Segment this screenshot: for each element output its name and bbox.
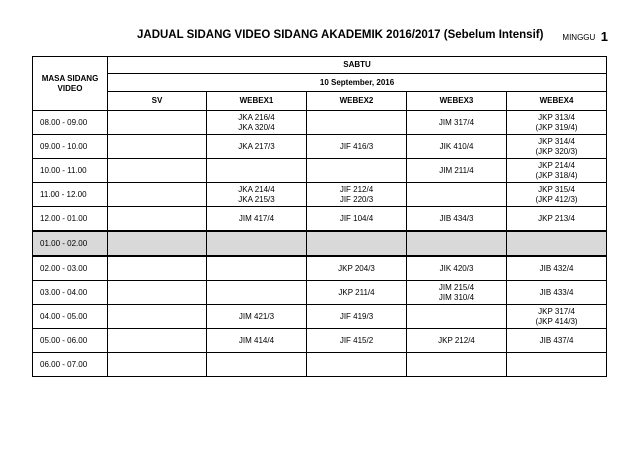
course-code: JIF 419/3 (339, 311, 374, 321)
cell-webex2 (307, 281, 407, 305)
cell-webex3 (407, 159, 507, 183)
course-code: JIM 421/3 (238, 311, 275, 321)
time-slot: 05.00 - 06.00 (33, 329, 108, 353)
cell-sv (108, 353, 207, 377)
course-code: JIB 433/4 (539, 287, 574, 297)
cell-webex3 (407, 256, 507, 281)
day-header: SABTU (108, 57, 607, 74)
cell-webex4 (507, 111, 607, 135)
table-row (33, 256, 607, 281)
course-code: JIF 415/2 (339, 335, 374, 345)
cell-webex4 (507, 231, 607, 256)
cell-sv (108, 281, 207, 305)
schedule-table (32, 56, 607, 377)
course-code: JIM 215/4 (438, 282, 475, 292)
cell-webex3 (407, 111, 507, 135)
course-code: JIB 432/4 (539, 263, 574, 273)
cell-sv (108, 135, 207, 159)
cell-webex4 (507, 183, 607, 207)
time-slot: 12.00 - 01.00 (33, 207, 108, 232)
cell-webex3 (407, 231, 507, 256)
course-code: JKA 216/4 (238, 112, 275, 122)
course-code: JKA 320/4 (238, 122, 275, 132)
course-code: JKP 314/4 (538, 136, 575, 146)
time-slot: 02.00 - 03.00 (33, 256, 108, 281)
table-row (33, 159, 607, 183)
course-code: JKP 317/4 (538, 306, 575, 316)
course-code: JKP 212/4 (438, 335, 475, 345)
week-number: 1 (600, 29, 608, 44)
page-title: JADUAL SIDANG VIDEO SIDANG AKADEMIK 2016/2017 (Sebelum Intensif) (137, 29, 544, 41)
time-slot: 01.00 - 02.00 (33, 231, 108, 256)
cell-webex2 (307, 111, 407, 135)
course-code: JIM 414/4 (238, 335, 275, 345)
cell-webex4 (507, 256, 607, 281)
table-row (33, 183, 607, 207)
corner-header: MASA SIDANG VIDEO (33, 57, 108, 111)
course-code: JKP 214/4 (538, 160, 575, 170)
cell-sv (108, 183, 207, 207)
column-header-webex2: WEBEX2 (307, 92, 407, 111)
cell-sv (108, 305, 207, 329)
cell-webex2 (307, 353, 407, 377)
cell-webex2 (307, 183, 407, 207)
table-row (33, 281, 607, 305)
course-code: JKP 204/3 (338, 263, 375, 273)
cell-webex3 (407, 207, 507, 232)
cell-sv (108, 329, 207, 353)
cell-webex2 (307, 135, 407, 159)
time-slot: 03.00 - 04.00 (33, 281, 108, 305)
cell-webex3 (407, 353, 507, 377)
table-row (33, 305, 607, 329)
cell-sv (108, 256, 207, 281)
cell-webex3 (407, 135, 507, 159)
cell-webex3 (407, 305, 507, 329)
cell-webex3 (407, 329, 507, 353)
course-code: JIB 437/4 (539, 335, 574, 345)
cell-webex2 (307, 305, 407, 329)
course-code: (JKP 318/4) (535, 170, 578, 180)
course-code: JIM 211/4 (439, 165, 474, 175)
cell-webex4 (507, 329, 607, 353)
course-code: JIK 410/4 (439, 141, 474, 151)
column-header-webex1: WEBEX1 (207, 92, 307, 111)
cell-webex4 (507, 353, 607, 377)
week-label: MINGGU (562, 33, 596, 42)
time-slot: 06.00 - 07.00 (33, 353, 108, 377)
cell-webex2 (307, 256, 407, 281)
course-code: JIK 420/3 (439, 263, 474, 273)
cell-webex1 (207, 207, 307, 232)
course-code: JIF 212/4 (339, 184, 374, 194)
cell-webex4 (507, 159, 607, 183)
course-code: JIF 416/3 (339, 141, 374, 151)
course-code: JKA 215/3 (238, 194, 275, 204)
cell-webex4 (507, 281, 607, 305)
cell-webex1 (207, 183, 307, 207)
cell-webex2 (307, 159, 407, 183)
table-row (33, 207, 607, 232)
table-row (33, 353, 607, 377)
cell-webex1 (207, 353, 307, 377)
cell-webex2 (307, 207, 407, 232)
time-slot: 04.00 - 05.00 (33, 305, 108, 329)
course-code: JKA 217/3 (238, 141, 275, 151)
cell-webex2 (307, 329, 407, 353)
cell-webex1 (207, 111, 307, 135)
time-slot: 11.00 - 12.00 (33, 183, 108, 207)
cell-webex4 (507, 207, 607, 232)
cell-sv (108, 207, 207, 232)
course-code: JKP 313/4 (538, 112, 575, 122)
cell-webex4 (507, 135, 607, 159)
column-header-row (33, 92, 607, 111)
course-code: JIM 310/4 (438, 292, 475, 302)
course-code: JIM 317/4 (438, 117, 475, 127)
cell-sv (108, 159, 207, 183)
cell-webex1 (207, 159, 307, 183)
column-header-sv: SV (108, 92, 207, 111)
table-row (33, 329, 607, 353)
course-code: JKA 214/4 (238, 184, 275, 194)
cell-webex2 (307, 231, 407, 256)
time-slot: 08.00 - 09.00 (33, 111, 108, 135)
column-header-webex4: WEBEX4 (507, 92, 607, 111)
course-code: (JKP 319/4) (535, 122, 578, 132)
course-code: JIM 417/4 (238, 213, 275, 223)
time-slot: 10.00 - 11.00 (33, 159, 108, 183)
course-code: JKP 211/4 (338, 287, 375, 297)
cell-webex3 (407, 183, 507, 207)
cell-webex1 (207, 329, 307, 353)
course-code: JIB 434/3 (439, 213, 474, 223)
table-row (33, 111, 607, 135)
cell-sv (108, 111, 207, 135)
break-row (33, 231, 607, 256)
course-code: JIF 220/3 (339, 194, 374, 204)
date-header: 10 September, 2016 (108, 74, 607, 92)
course-code: (JKP 412/3) (535, 194, 578, 204)
course-code: JKP 315/4 (538, 184, 575, 194)
course-code: (JKP 414/3) (535, 316, 578, 326)
week-indicator (562, 28, 608, 46)
column-header-webex3: WEBEX3 (407, 92, 507, 111)
cell-webex1 (207, 256, 307, 281)
cell-webex3 (407, 281, 507, 305)
cell-webex1 (207, 231, 307, 256)
table-row (33, 135, 607, 159)
cell-webex4 (507, 305, 607, 329)
cell-webex1 (207, 305, 307, 329)
cell-sv (108, 231, 207, 256)
course-code: (JKP 320/3) (535, 146, 578, 156)
schedule-body (33, 111, 607, 377)
title-bar (0, 29, 638, 47)
cell-webex1 (207, 135, 307, 159)
course-code: JKP 213/4 (538, 213, 575, 223)
course-code: JIF 104/4 (339, 213, 374, 223)
cell-webex1 (207, 281, 307, 305)
time-slot: 09.00 - 10.00 (33, 135, 108, 159)
